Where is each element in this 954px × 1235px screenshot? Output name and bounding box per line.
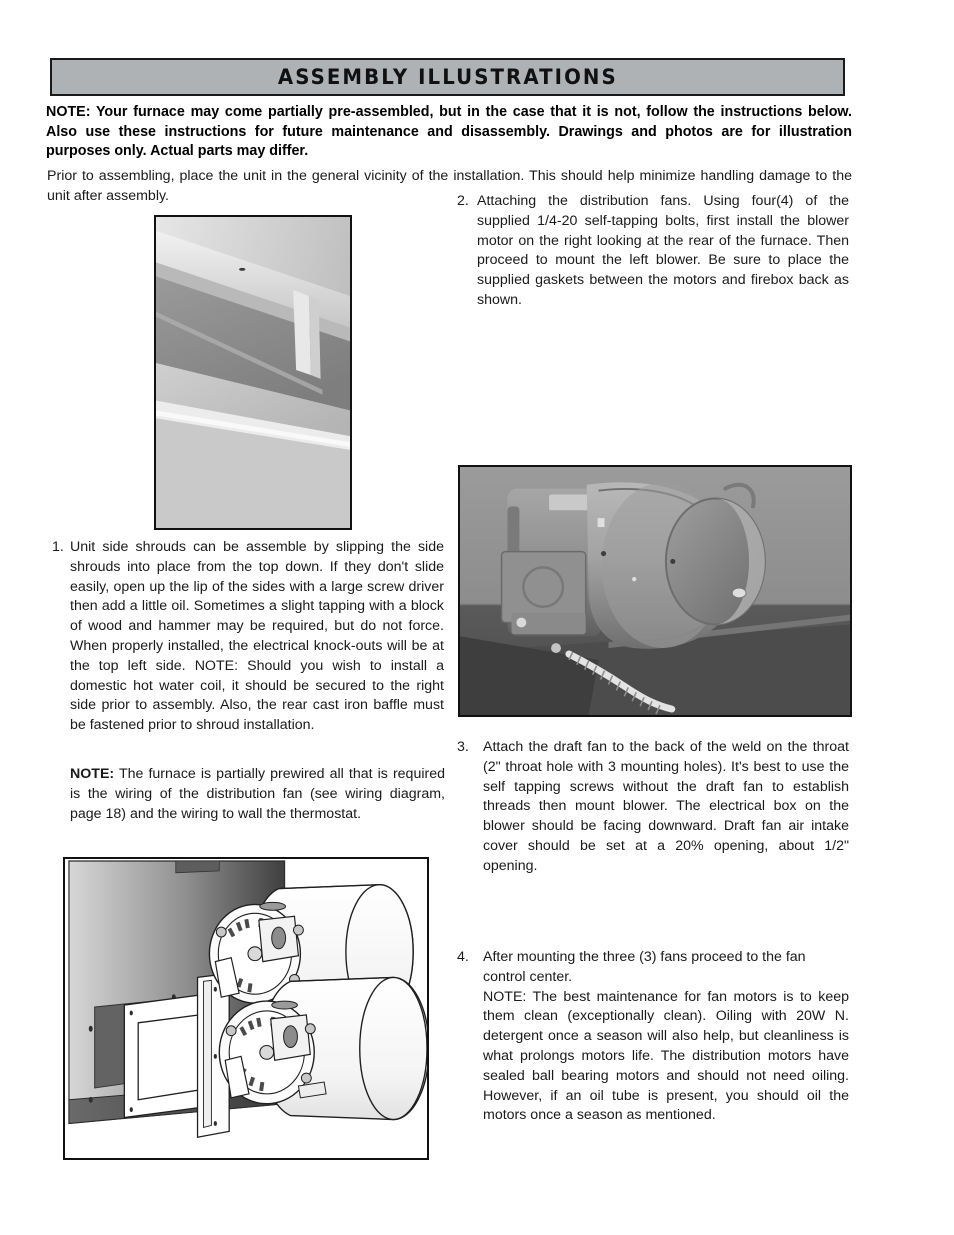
shroud-photo-graphic bbox=[156, 217, 350, 528]
item-4-sub-note: NOTE: The best maintenance for fan motors is to keep them clean (exceptionally clean). Oiling with 20W N. detergent once a season will also help, but cleanliness is what prolongs motors life. The distribution motors have sealed ball bearing motors and should not need oiling. However, if an oil tube is present, you should oil the motors once a season as mentioned. bbox=[483, 988, 849, 1124]
item-1-note bbox=[70, 765, 445, 824]
draft-fan-photo bbox=[458, 465, 852, 717]
item-4-main-text: After mounting the three (3) fans proceed to the fan control center. bbox=[483, 949, 806, 985]
draft-fan-photo-graphic bbox=[460, 467, 850, 715]
item-3-number: 3. bbox=[457, 739, 469, 755]
instruction-item-4 bbox=[457, 948, 849, 1126]
item-1-number: 1. bbox=[52, 539, 64, 555]
blower-assembly-drawing bbox=[63, 857, 429, 1160]
instruction-item-3 bbox=[457, 738, 849, 877]
top-note-paragraph: NOTE: Your furnace may come partially pre-assembled, but in the case that it is not, follow the instructions below. Also use these instructions for future maintenance and disassembly. Drawings and photos are for illustration purposes only. Actual parts may differ. bbox=[46, 104, 852, 160]
item-1-text: Unit side shrouds can be assemble by slipping the side shrouds into place from the top down. If they don't slide easily, open up the lip of the sides with a large screw driver then add a little oil. Sometimes a slight tapping with a block of wood and hammer may be required, but do not force. When properly installed, the electrical knock-outs will be at the top left side. NOTE: Should you wish to install a domestic hot water coil, it should be secured to the right side prior to assembly. Also, the rear cast iron baffle must be fastened prior to shroud installation. bbox=[70, 539, 444, 734]
item-4-text bbox=[483, 948, 849, 1126]
page-header-banner bbox=[50, 58, 845, 96]
item-1-note-text: The furnace is partially prewired all that is required is the wiring of the distribution fan (see wiring diagram, page 18) and the wiring to wall the thermostat. bbox=[70, 766, 445, 822]
item-2-text: Attaching the distribution fans. Using four(4) of the supplied 1/4-20 self-tapping bolts, first install the blower motor on the right looking at the rear of the furnace. Then proceed to mount the left blower. Be sure to place the supplied gaskets between the motors and firebox back as shown. bbox=[477, 193, 849, 308]
item-2-number: 2. bbox=[457, 193, 469, 209]
page-title: ASSEMBLY ILLUSTRATIONS bbox=[277, 65, 618, 89]
item-4-number: 4. bbox=[457, 949, 469, 965]
blower-assembly-graphic bbox=[65, 859, 427, 1158]
instruction-item-1 bbox=[52, 538, 444, 736]
shroud-photo bbox=[154, 215, 352, 530]
instruction-item-2 bbox=[457, 192, 849, 311]
item-3-text: Attach the draft fan to the back of the weld on the throat (2" throat hole with 3 mounting holes). It's best to use the self tapping screws without the draft fan to establish threads then mount blower. The electrical box on the blower should be facing downward. Draft fan air intake cover should be set at a 20% opening, about 1/2" opening. bbox=[483, 739, 849, 874]
intro-paragraph: Prior to assembling, place the unit in the general vicinity of the installation. This should help minimize handling damage to the unit after assembly. bbox=[47, 168, 852, 204]
item-1-note-label: NOTE: bbox=[70, 766, 115, 782]
